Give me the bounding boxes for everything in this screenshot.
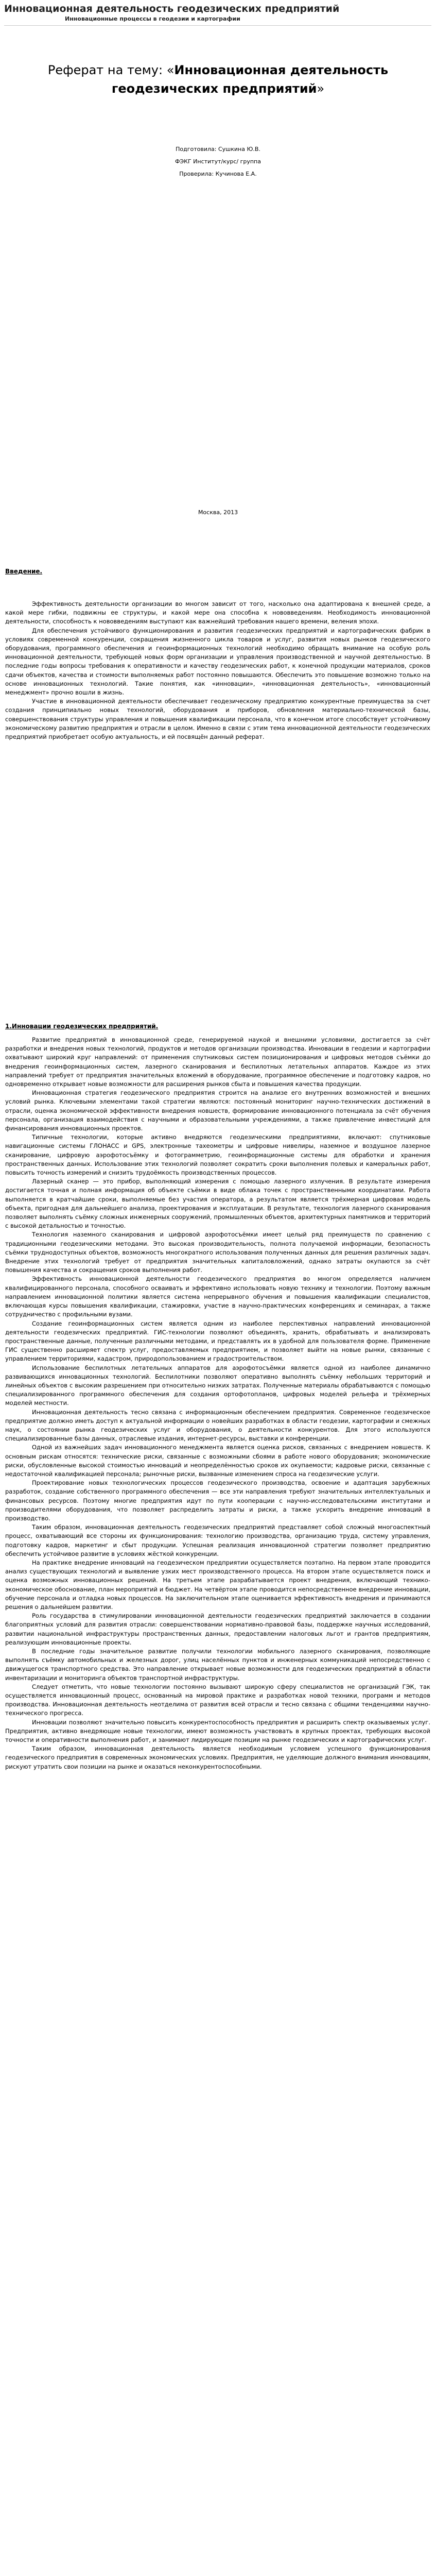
essay-topic: Инновационная деятельность геодезических предприятий: [111, 63, 389, 96]
intro-paragraph: Участие в инновационной деятельности обеспечивает геодезическому предприятию конкурентные преимущества за счет создания принципиально новых технологий, оборудования и приборов, обновления материально-технической базы, совершенствования структуры управления и повышения квалификации персонала, что в конечном итоге способствует устойчивому экономическому развитию предприятия и отрасли в целом. Именно в связи с этим тема инновационной деятельности геодезических предприятий приобретает особую актуальность, и ей посвящён данный реферат.: [5, 698, 430, 741]
intro-paragraph: Эффективность деятельности организации во многом зависит от того, насколько она адаптирована к внешней среде, а какой мере гибки, подвижны ее структуры, и какой мере она способна к нововведениям. Необходимость инновационной деятельности, способность к нововведениям выступают как важнейший требования нашего времени, веления эпохи.: [5, 600, 430, 625]
chapter1-paragraph: Роль государства в стимулировании инновационной деятельности геодезических предприятий заключается в создании благоприятных условий для развития отрасли: совершенствовании нормативно-правовой базы, поддержке научных исследований, развитии национальной инфраструктуры пространственных данных, предоставлении налоговых льгот и грантов предприятиям, реализующим инновационные проекты.: [5, 1612, 430, 1646]
chapter1-paragraph: Использование беспилотных летательных аппаратов для аэрофотосъёмки является одной из наиболее динамично развивающихся инновационных технологий. Беспилотники позволяют оперативно выполнять съёмку небольших территорий и линейных объектов с высоким разрешением при относительно низких затратах. Полученные материалы обрабатываются с помощью специализированного программного обеспечения для создания ортофотопланов, цифровых моделей рельефа и трёхмерных моделей местности.: [5, 1364, 430, 1407]
document-subtitle: Инновационные процессы в геодезии и картографии: [65, 15, 240, 22]
chapter1-paragraph: В последние годы значительное развитие получили технологии мобильного лазерного сканирования, позволяющие выполнять съёмку автомобильных и железных дорог, улиц населённых пунктов и инженерных коммуникаций непосредственно с движущегося транспортного средства. Это направление открывает новые возможности для геодезических предприятий в области инвентаризации и мониторинга объектов транспортной инфраструктуры.: [5, 1648, 430, 1682]
chapter1-paragraph: Инновационная стратегия геодезического предприятия строится на анализе его внутренних возможностей и внешних условий рынка. Ключевыми элементами такой стратегии являются: постоянный мониторинг научно-технических достижений в отрасли, оценка экономической эффективности внедрения новшеств, формирование инновационного потенциала за счёт обучения персонала, организация взаимодействия с научными и образовательными учреждениями, а также привлечение инвестиций для финансирования инновационных проектов.: [5, 1089, 430, 1132]
chapter1-heading: 1.Инновации геодезических предприятий.: [5, 1023, 159, 1030]
essay-title-prefix: Реферат на тему: «: [47, 63, 175, 77]
chapter1-paragraph: Эффективность инновационной деятельности геодезического предприятия во многом определяется наличием квалифицированного персонала, способного осваивать и эффективно использовать новую технику и технологии. Поэтому важным направлением инновационной политики является система непрерывного обучения и повышения квалификации специалистов, включающая курсы повышения квалификации, стажировки, участие в научно-практических конференциях и семинарах, а также сотрудничество с профильными вузами.: [5, 1275, 430, 1318]
chapter1-paragraph: Таким образом, инновационная деятельность является необходимым условием успешного функционирования геодезического предприятия в современных экономических условиях. Предприятия, не уделяющие должного внимания инновациям, рискуют утратить свои позиции на рынке и оказаться неконкурентоспособными.: [5, 1745, 430, 1770]
institute-line: ФЭКГ Институт/курс/ группа: [175, 158, 261, 165]
page-header: [4, 3, 431, 26]
chapter1-paragraph: Проектирование новых технологических процессов геодезического производства, освоение и адаптация зарубежных разработок, создание собственного программного обеспечения — все эти направления требуют значительных интеллектуальных и финансовых ресурсов. Поэтому многие предприятия идут по пути кооперации с научно-исследовательскими институтами и производителями оборудования, что позволяет распределить затраты и риски, а также ускорить внедрение инноваций в производство.: [5, 1479, 430, 1522]
intro-heading: Введение.: [5, 568, 43, 575]
essay-title: [0, 61, 436, 98]
intro-body: [5, 600, 430, 741]
chapter1-paragraph: Создание геоинформационных систем является одним из наиболее перспективных направлений инновационной деятельности геодезических предприятий. ГИС-технологии позволяют объединять, хранить, обрабатывать и анализировать пространственные данные, полученные различными методами, и представлять их в удобной для пользователя форме. Применение ГИС существенно расширяет спектр услуг, предоставляемых предприятием, и позволяет выйти на новые рынки, связанные с управлением территориями, кадастром, природопользованием и градостроительством.: [5, 1319, 430, 1363]
chapter1-paragraph: Таким образом, инновационная деятельность геодезических предприятий представляет собой сложный многоаспектный процесс, охватывающий все стороны их функционирования: технологию производства, организацию труда, систему управления, подготовку кадров, маркетинг и сбыт продукции. Успешная реализация инновационной стратегии позволяет предприятию обеспечить устойчивое развитие в условиях жёсткой конкуренции.: [5, 1523, 430, 1557]
chapter1-paragraph: Следует отметить, что новые технологии постоянно вызывают широкую сферу специалистов не организаций ГЭК, так осуществляется инновационный процесс, основанный на мировой практике и разработках новой техники, программ и методов производства. Инновационная деятельность неотделима от развития всей отрасли и тесно связана с общими тенденциями научно-технического прогресса.: [5, 1683, 430, 1717]
chapter1-paragraph: Инновации позволяют значительно повысить конкурентоспособность предприятия и расширить спектр оказываемых услуг. Предприятия, активно внедряющие новые технологии, имеют возможность участвовать в крупных проектах, требующих высокой точности и оперативности выполнения работ, и занимают лидирующие позиции на рынке геодезических и картографических услуг.: [5, 1718, 430, 1744]
chapter1-paragraph: Лазерный сканер — это прибор, выполняющий измерения с помощью лазерного излучения. В результате измерения достигается точная и полная информация об объекте съёмки в виде облака точек с пространственными координатами. Работа выполняется в кратчайшие сроки, выполняемые без участия оператора, а результатом является трёхмерная цифровая модель объекта, пригодная для дальнейшего анализа, проектирования и эксплуатации. В результате, технология лазерного сканирования позволяет выполнять съёмку сложных инженерных сооружений, промышленных объектов, архитектурных памятников и территорий с высокой детальностью и точностью.: [5, 1178, 430, 1230]
chapter1-paragraph: На практике внедрение инноваций на геодезическом предприятии осуществляется поэтапно. На первом этапе проводится анализ существующих технологий и выявление узких мест производственного процесса. На втором этапе осуществляется поиск и оценка возможных инновационных решений. На третьем этапе разрабатывается проект внедрения, включающий технико-экономическое обоснование, план мероприятий и бюджет. На четвёртом этапе проводится непосредственное внедрение инновации, обучение персонала и отладка новых процессов. На заключительном этапе оценивается эффективность внедрения и принимаются решения о дальнейшем развитии.: [5, 1558, 430, 1611]
essay-title-suffix: »: [317, 81, 325, 96]
chapter1-paragraph: Инновационная деятельность тесно связана с информационным обеспечением предприятия. Современное геодезическое предприятие должно иметь доступ к актуальной информации о новейших разработках в области геодезии, картографии и смежных наук, о состоянии рынка геодезических услуг и оборудования, о деятельности конкурентов. Для этого используются специализированные базы данных, отраслевые издания, интернет-ресурсы, выставки и конференции.: [5, 1408, 430, 1443]
document-title: Инновационная деятельность геодезических предприятий: [4, 3, 340, 14]
prepared-by: Подготовила: Сушкина Ю.В.: [176, 146, 260, 152]
checked-by: Проверила: Кучинова Е.А.: [179, 171, 257, 177]
city-year: Москва, 2013: [198, 509, 238, 516]
chapter1-paragraph: Развитие предприятий в инновационной среде, генерируемой наукой и внешними условиями, достигается за счёт разработки и внедрения новых технологий, продуктов и методов организации производства. Инновации в геодезии и картографии охватывают широкий круг направлений: от применения спутниковых систем позиционирования и цифровых методов съёмки до внедрения геоинформационных систем, лазерного сканирования и беспилотных летательных аппаратов. Каждое из этих направлений требует от предприятия значительных вложений в оборудование, программное обеспечение и подготовку кадров, но одновременно открывает новые возможности для расширения рынков сбыта и повышения качества продукции.: [5, 1036, 430, 1088]
chapter1-body: [5, 1036, 430, 1771]
header-divider: [4, 25, 431, 26]
intro-paragraph: Для обеспечения устойчивого функционирования и развития геодезических предприятий и картографических фабрик в условиях современной конкуренции, сокращения жизненного цикла товаров и услуг, развития новых рынков геодезического оборудования, программного обеспечения и геоинформационных технологий необходимо обращать внимание на особую роль инновационной деятельности, требующей новых форм организации и управления производственной и научной деятельностью. В последние годы вопросы требования к оперативности и качеству геодезических работ, к конечной продукции материалов, сроков сдачи объектов, качества и стоимости выполняемых работ постоянно повышаются. Обеспечить это повышение возможно только на основе инновационных технологий. Такие понятия, как «инновации», «инновационная деятельность», «инновационный менеджмент» прочно вошли в жизнь.: [5, 626, 430, 697]
author-info: [0, 143, 436, 180]
chapter1-paragraph: Типичные технологии, которые активно внедряются геодезическими предприятиями, включают: спутниковые навигационные системы ГЛОНАСС и GPS, электронные тахеометры и цифровые нивелиры, наземное и воздушное лазерное сканирование, цифровую аэрофотосъёмку и фотограмметрию, геоинформационные системы для обработки и хранения пространственных данных. Использование этих технологий позволяет сократить сроки выполнения полевых и камеральных работ, повысить точность измерений и снизить трудоёмкость производственных процессов.: [5, 1133, 430, 1177]
chapter1-paragraph: Технология наземного сканирования и цифровой аэрофотосъёмки имеет целый ряд преимуществ по сравнению с традиционными геодезическими методами. Это высокая производительность, полнота получаемой информации, безопасность съёмки труднодоступных объектов, возможность многократного использования полученных данных для решения различных задач. Внедрение этих технологий требует от предприятия значительных капиталовложений, однако затраты окупаются за счёт повышения качества и сокращения сроков выполнения работ.: [5, 1231, 430, 1274]
chapter1-paragraph: Одной из важнейших задач инновационного менеджмента является оценка рисков, связанных с внедрением новшеств. К основным рискам относятся: технические риски, связанные с возможными сбоями в работе нового оборудования; экономические риски, обусловленные высокой стоимостью инноваций и неопределённостью сроков их окупаемости; кадровые риски, связанные с недостаточной квалификацией персонала; рыночные риски, вызванные изменением спроса на геодезические услуги.: [5, 1444, 430, 1478]
